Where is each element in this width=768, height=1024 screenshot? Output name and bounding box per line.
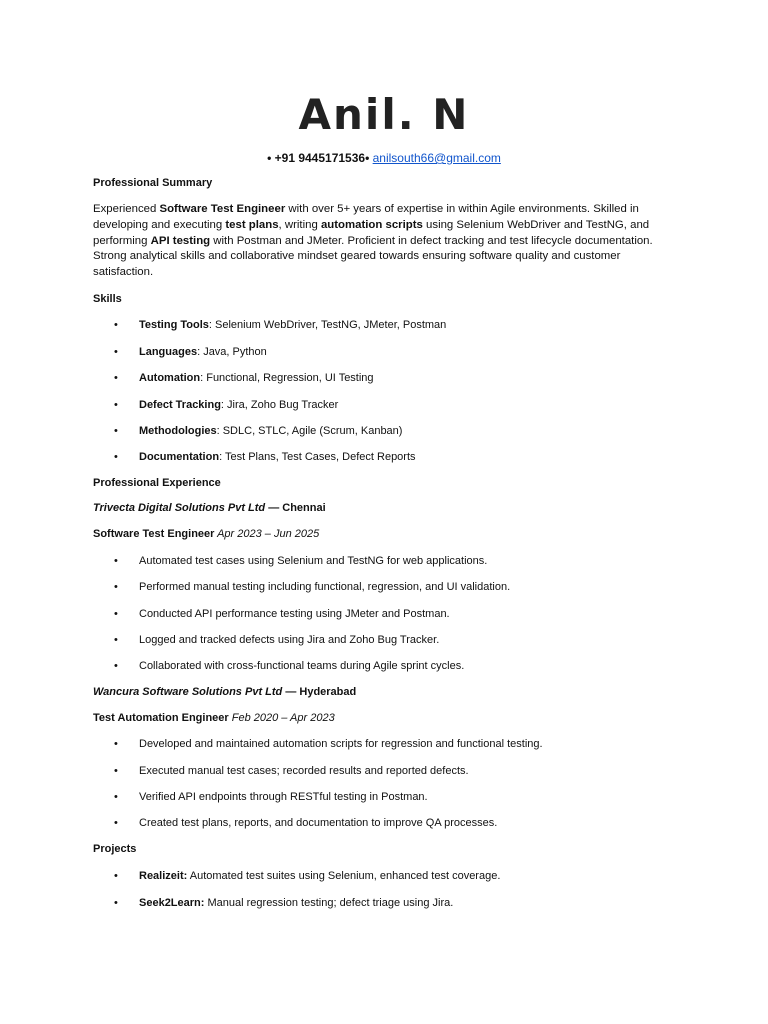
summary-paragraph [93,202,683,281]
project-description: Manual regression testing; defect triage using Jira. [204,897,454,909]
company-name: Wancura Software Solutions Pvt Ltd [93,686,283,698]
bullet-icon: • [114,399,118,411]
bullet-icon: • [114,817,118,829]
bullet-icon: • [114,581,118,593]
summary-text-bold: test plans [225,218,279,231]
project-name: Realizeit: [139,870,188,882]
summary-text: using Selenium WebDriver and TestNG, and performing [93,218,650,247]
bullet-icon: • [114,660,118,672]
skill-value: : Jira, Zoho Bug Tracker [220,399,339,411]
email-link[interactable]: anilsouth66@gmail.com [372,151,501,165]
company-location: — Chennai [265,502,326,514]
role-line [93,527,319,542]
bullet-icon: • [114,555,118,567]
skill-value: : Functional, Regression, UI Testing [200,372,374,384]
skill-label: Defect Tracking [139,399,221,411]
project-name: Seek2Learn: [139,897,205,909]
skill-label: Automation [139,372,201,384]
job-bullet-text: Executed manual test cases; recorded results and reported defects. [139,765,469,777]
bullet-icon: • [114,765,118,777]
company-line [93,685,356,700]
summary-heading: Professional Summary [93,177,213,189]
job-title: Software Test Engineer [93,528,215,540]
job-bullet-text: Verified API endpoints through RESTful testing in Postman. [139,791,428,803]
skill-label: Testing Tools [139,319,209,331]
skills-heading: Skills [93,293,122,305]
candidate-name: Anil. N [298,90,470,139]
company-name: Trivecta Digital Solutions Pvt Ltd [93,502,266,514]
bullet-icon: • [114,791,118,803]
job-bullet-text: Automated test cases using Selenium and TestNG for web applications. [139,555,488,567]
project-description: Automated test suites using Selenium, enhanced test coverage. [187,870,501,882]
contact-line [0,150,768,166]
summary-text: Experienced [93,203,160,215]
skill-value: : Test Plans, Test Cases, Defect Reports [219,451,416,463]
job-dates: Feb 2020 – Apr 2023 [228,712,335,724]
summary-text-bold: API testing [150,234,211,247]
skill-value: : Selenium WebDriver, TestNG, JMeter, Postman [208,319,447,331]
bullet-icon: • [114,425,118,437]
bullet-icon: • [114,346,118,358]
skill-label: Languages [139,346,198,358]
job-title: Test Automation Engineer [93,712,229,724]
job-bullet-text: Developed and maintained automation scripts for regression and functional testing. [139,738,543,750]
bullet-icon: • [114,897,118,909]
summary-text: with over 5+ years of expertise in within Agile environments. Skilled in developing and executing [93,203,639,231]
job-bullet-text: Created test plans, reports, and documentation to improve QA processes. [139,817,498,829]
skill-value: : SDLC, STLC, Agile (Scrum, Kanban) [216,425,403,437]
company-location: — Hyderabad [282,686,357,698]
summary-text: , writing [278,218,321,231]
bullet-icon: • [114,870,118,882]
skill-label: Documentation [139,451,220,463]
bullet-icon: • [114,738,118,750]
bullet-icon: • [114,319,118,331]
skill-label: Methodologies [139,425,217,437]
job-dates: Apr 2023 – Jun 2025 [214,528,320,540]
projects-heading: Projects [93,843,137,855]
job-bullet-text: Conducted API performance testing using JMeter and Postman. [139,608,450,620]
bullet-icon: • [114,608,118,620]
skill-value: : Java, Python [197,346,267,358]
job-bullet-text: Logged and tracked defects using Jira and Zoho Bug Tracker. [139,634,440,646]
job-bullet-text: Performed manual testing including functional, regression, and UI validation. [139,581,511,593]
phone-number: • +91 9445171536• [267,151,370,165]
summary-text: with Postman and JMeter. Proficient in defect tracking and test lifecycle documentation. Strong analytical skills and collaborative mindset geared towards ensuring software quality and customer satisfaction. [93,234,653,279]
job-bullet-text: Collaborated with cross-functional teams during Agile sprint cycles. [139,660,465,672]
company-line [93,501,326,516]
bullet-icon: • [114,372,118,384]
role-line [93,711,335,726]
summary-text-bold: automation scripts [320,218,423,231]
bullet-icon: • [114,451,118,463]
summary-text-bold: Software Test Engineer [159,203,286,215]
bullet-icon: • [114,634,118,646]
experience-heading: Professional Experience [93,477,221,489]
